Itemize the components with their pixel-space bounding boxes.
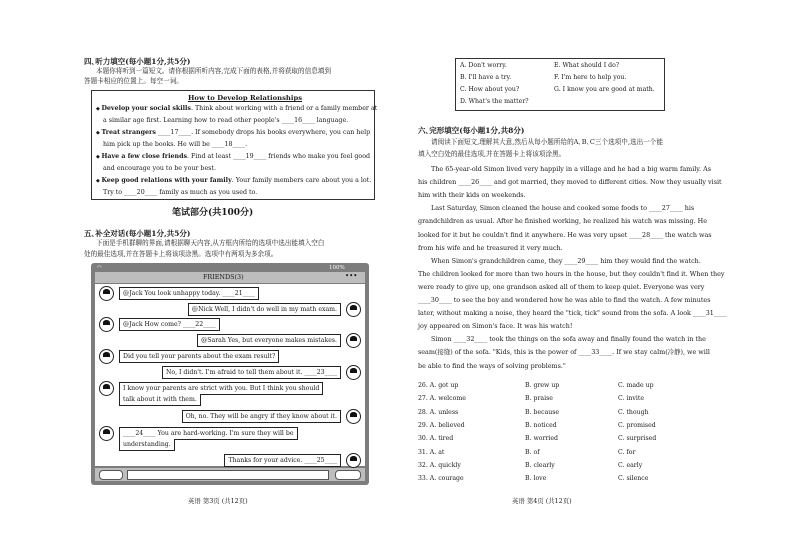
- chat-bubble-left: @Jack You look unhappy today. ____21____: [119, 287, 259, 300]
- section4-intro-line1: 本题你将听到一篇短文。请你根据所听内容,完成下面的表格,并将获取的信息填到: [96, 67, 331, 75]
- passage-line: The 65-year-old Simon lived very happily in a village and he had a big warm family. As: [431, 165, 711, 173]
- phone-chat-frame: [91, 263, 369, 485]
- listening-line-text: ____17____. If somebody drops his books everywhere, you can help: [155, 129, 371, 136]
- passage-line: grandchildren as usual. After he finished working, he realized his watch was missing. He: [418, 217, 707, 226]
- chat-bubble-left: I know your parents are strict with you. But I think you should: [119, 382, 323, 395]
- dialogue-option: F. I'm here to help you.: [554, 74, 627, 81]
- passage-line: ____30____ to see the boy and wondered how he was able to find the watch. A few minutes: [418, 296, 711, 304]
- choice-option: 27. A. welcome: [418, 395, 466, 403]
- chat-bubble-left-cont: talk about it with them.: [119, 394, 201, 406]
- section6-intro-line2: 填入空白处的最佳选项,并在答题卡上将该项涂黑。: [418, 150, 566, 158]
- chat-bubble-left-cont: understanding.: [119, 439, 175, 451]
- passage-line: him with their kids on weekends.: [418, 191, 526, 200]
- chat-bubble-right: @Sarah Yes, but everyone makes mistakes.: [197, 334, 341, 347]
- bullet-icon: ◆: [96, 130, 102, 136]
- chat-bubble-left: @Jack How come? ____22____: [119, 318, 220, 331]
- listening-line-lead: Develop your social skills: [101, 105, 191, 112]
- choice-option: C. made up: [618, 382, 654, 389]
- listening-line: [96, 176, 371, 186]
- listening-line-text: . Your family members care about you a lot.: [231, 177, 372, 184]
- passage-line: Last Saturday, Simon cleaned the house and cooked some foods to ____27____ his: [431, 204, 695, 213]
- friend-avatar: [99, 381, 114, 396]
- user-avatar: [346, 302, 361, 317]
- listening-line: [96, 104, 377, 114]
- bullet-icon: ◆: [96, 178, 102, 184]
- choice-option: 30. A. tired: [418, 435, 454, 443]
- dialogue-option: G. I know you are good at math.: [554, 86, 655, 93]
- choice-option: B. clearly: [525, 461, 555, 469]
- section4-title: 四､听力填空(每小题1分,共5分): [84, 57, 191, 66]
- listening-line-text: and encourage you to be your best.: [103, 165, 216, 172]
- section6-title: 六､完形填空(每小题1分,共8分): [418, 126, 525, 135]
- passage-line: his children ____26____ and got married, they moved to different cities. Now they usually visit: [418, 178, 722, 187]
- listening-line: [96, 152, 370, 162]
- friend-avatar: [99, 286, 114, 301]
- dialogue-option: B. I'll have a try.: [460, 74, 512, 81]
- user-avatar: [346, 365, 361, 380]
- choice-option: B. praise: [525, 395, 553, 403]
- listening-line: [103, 164, 216, 173]
- chat-bubble-left: ____24____ You are hard-working. I'm sure they will be: [119, 427, 298, 440]
- listening-table-title: How to Develop Relationships: [188, 94, 303, 102]
- choice-option: B. noticed: [525, 421, 557, 429]
- choice-option: C. for: [618, 448, 636, 456]
- passage-line: When Simon's grandchildren came, they ____29____ him they would find the watch.: [431, 256, 701, 265]
- passage-line: later, without making a noise, they heard the "tick, tick" sound from the sofa. A look ____31____: [418, 309, 727, 318]
- listening-line-text: him pick up the books. He will be ____18____.: [103, 141, 248, 148]
- choice-option: C. early: [618, 461, 643, 469]
- section4-intro-line2: 答题卡相应的位置上。每空一词。: [84, 77, 183, 85]
- dialogue-options-box: [455, 58, 665, 111]
- choice-option: 32. A. quickly: [418, 461, 461, 469]
- listening-line-text: Try to ____20____ family as much as you used to.: [103, 189, 258, 196]
- dialogue-option: D. What's the matter?: [460, 98, 529, 105]
- wifi-icon: ◠: [97, 265, 102, 271]
- passage-line: looked for it but he couldn't find it anywhere. He was very upset ____28____ the watch was: [418, 230, 712, 239]
- bullet-icon: ◆: [96, 154, 102, 160]
- passage-line: from his wife and he treasured it very much.: [418, 243, 563, 252]
- choice-option: C. promised: [618, 421, 656, 429]
- friend-avatar: [99, 317, 114, 332]
- choice-option: C. though: [618, 408, 649, 416]
- chat-title: FRIENDS(3): [203, 273, 244, 281]
- choice-option: 26. A. got up: [418, 382, 459, 389]
- dialogue-option: C. How about you?: [460, 86, 520, 93]
- voice-button[interactable]: [99, 470, 123, 480]
- passage-line: Simon ____32____ took the things on the sofa away and finally found the watch in the: [431, 335, 706, 344]
- message-input[interactable]: [127, 470, 329, 480]
- user-avatar: [346, 453, 361, 468]
- listening-line: [103, 116, 348, 125]
- friend-avatar: [99, 349, 114, 364]
- passage-line: seam(接缝) of the sofa. "Kids, this is the power of ____33____. If we stay calm(冷静), we will: [418, 348, 710, 357]
- choice-option: C. silence: [618, 475, 649, 483]
- choice-option: 29. A. believed: [418, 421, 465, 429]
- chat-header: [95, 272, 365, 283]
- passage-line: The children looked for more than two hours in the house, but they couldn't find it. When they: [418, 269, 725, 278]
- more-icon[interactable]: •••: [345, 272, 358, 280]
- choice-option: B. love: [525, 475, 547, 483]
- passage-line: joy appeared on Simon's face. It was his watch!: [418, 322, 573, 331]
- battery-indicator: 100%: [329, 265, 345, 271]
- choice-option: B. grew up: [525, 382, 560, 389]
- left-page-footer: 英语 第3页 (共12页): [188, 497, 248, 505]
- choice-option: B. because: [525, 408, 560, 416]
- choice-option: 28. A. unless: [418, 408, 459, 416]
- choice-option: C. surprised: [618, 435, 657, 443]
- written-part-heading: 笔试部分(共100分): [172, 208, 254, 218]
- chat-bubble-left: Did you tell your parents about the exam result?: [119, 350, 279, 363]
- chat-bubble-right: @Nick Well, I didn't do well in my math exam.: [188, 303, 341, 316]
- send-button[interactable]: [335, 470, 361, 480]
- listening-line-lead: Keep good relations with your family: [101, 177, 232, 184]
- passage-line: be able to find the ways of solving problems.": [418, 361, 566, 370]
- chat-bubble-right: No, I didn't. I'm afraid to tell them about it. ____23____: [162, 366, 341, 379]
- choice-option: 31. A. at: [418, 448, 445, 456]
- dialogue-option: E. What should I do?: [554, 62, 620, 69]
- choice-option: C. invite: [618, 395, 645, 403]
- bullet-icon: ◆: [96, 106, 102, 112]
- listening-line-lead: Treat strangers: [101, 129, 156, 136]
- listening-line: [103, 140, 247, 149]
- friend-avatar: [99, 426, 114, 441]
- chat-input-bar: [95, 468, 365, 481]
- choice-option: 33. A. courage: [418, 475, 464, 483]
- passage-line: were ready to give up, one grandson asked all of them to keep quiet. Everyone was very: [418, 282, 705, 291]
- chat-bubble-right: Thanks for your advice. ____25____: [224, 454, 341, 467]
- section5-title: 五､补全对话(每小题1分,共5分): [84, 229, 191, 238]
- chat-screen: [95, 284, 365, 466]
- dialogue-option: A. Don't worry.: [460, 62, 507, 69]
- right-page-footer: 英语 第4页 (共12页): [512, 497, 572, 505]
- listening-line-lead: Have a few close friends: [101, 153, 188, 160]
- section5-intro-line2: 处的最佳选项,并在答题卡上将该项涂黑。选项中有两项为多余项。: [84, 250, 278, 258]
- user-avatar: [346, 333, 361, 348]
- section6-intro-line1: 请阅读下面短文,理解其大意,然后从每小题所给的A､B､C三个选项中,选出一个能: [431, 138, 663, 146]
- choice-option: B. worried: [525, 435, 559, 443]
- section5-intro-line1: 下面是手机群聊的界面,请根据聊天内容,从方框内所给的选项中选出能填入空白: [96, 239, 325, 247]
- listening-line-text: . Find at least ____19____ friends who make you feel good: [187, 153, 371, 160]
- user-avatar: [346, 409, 361, 424]
- listening-line: [103, 188, 257, 197]
- listening-table: [91, 90, 378, 200]
- listening-line: [96, 128, 370, 138]
- listening-line-text: a similar age first. Learning how to read other people's ____16____ language.: [103, 117, 349, 124]
- choice-option: B. of: [525, 448, 540, 456]
- listening-line-text: . Think about working with a friend or a family member at: [190, 105, 378, 112]
- chat-bubble-right: Oh, no. They will be angry if they know about it.: [182, 410, 341, 423]
